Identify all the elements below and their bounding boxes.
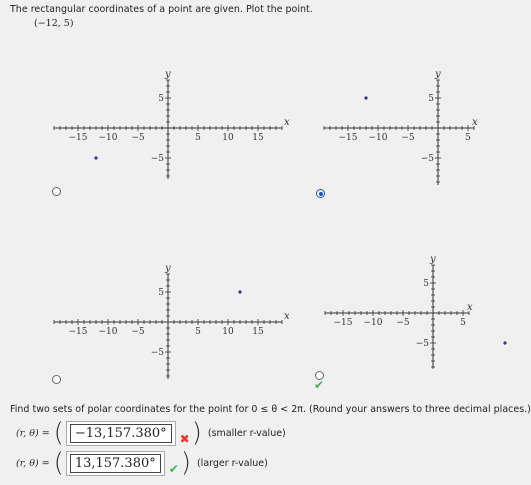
answer-row-larger <box>16 450 268 476</box>
x-tick-label: 5 <box>465 133 471 143</box>
y-axis-label: y <box>435 69 441 80</box>
x-tick-label: −5 <box>401 133 415 143</box>
x-axis-label: x <box>284 117 290 128</box>
r-theta-label: (r, θ) = <box>16 427 50 439</box>
radio-option-3[interactable] <box>52 375 61 384</box>
x-tick-label: −5 <box>131 327 145 337</box>
x-axis-label: x <box>467 302 473 313</box>
given-point: (−12, 5) <box>34 18 74 29</box>
x-tick-label: −10 <box>363 318 383 328</box>
answer-row-smaller <box>16 420 286 446</box>
plotted-point <box>364 96 367 99</box>
radio-option-2[interactable] <box>316 189 325 198</box>
x-tick-label: −15 <box>338 133 358 143</box>
open-paren: ( <box>53 448 64 478</box>
plot-option-4 <box>325 225 474 370</box>
plot-option-2 <box>325 38 478 188</box>
y-tick-label: 5 <box>428 94 434 104</box>
incorrect-x-icon: ✖ <box>179 432 190 446</box>
x-tick-label: −15 <box>68 327 88 337</box>
x-tick-label: 5 <box>460 318 466 328</box>
plotted-point <box>503 341 506 344</box>
close-paren: ) <box>191 418 202 448</box>
plot-option-1 <box>55 38 300 183</box>
y-tick-label: −5 <box>150 154 164 164</box>
answer-input-larger[interactable]: 13,157.380° <box>66 451 165 476</box>
plotted-point <box>94 156 97 159</box>
y-tick-label: 5 <box>158 288 164 298</box>
y-axis-label: y <box>165 263 171 274</box>
x-tick-label: 15 <box>252 327 264 337</box>
radio-option-1[interactable] <box>52 187 61 196</box>
larger-r-note: (larger r-value) <box>196 457 268 469</box>
x-tick-label: 15 <box>252 133 264 143</box>
y-tick-label: −5 <box>150 348 164 358</box>
x-tick-label: −10 <box>98 327 118 337</box>
x-tick-label: −10 <box>368 133 388 143</box>
y-axis-label: y <box>165 69 171 80</box>
y-tick-label: −5 <box>415 339 429 349</box>
x-tick-label: −15 <box>333 318 353 328</box>
plot-option-3 <box>55 230 300 380</box>
x-tick-label: −15 <box>68 133 88 143</box>
x-tick-label: 5 <box>195 327 201 337</box>
x-tick-label: 10 <box>222 133 234 143</box>
x-axis-label: x <box>472 117 478 128</box>
x-tick-label: −10 <box>98 133 118 143</box>
x-tick-label: −5 <box>396 318 410 328</box>
y-axis-label: y <box>430 254 436 265</box>
x-tick-label: 5 <box>195 133 201 143</box>
correct-check-icon: ✔ <box>314 378 325 392</box>
y-tick-label: 5 <box>423 279 429 289</box>
plotted-point <box>238 290 241 293</box>
x-axis-label: x <box>284 311 290 322</box>
x-tick-label: 10 <box>222 327 234 337</box>
question-text: The rectangular coordinates of a point are given. Plot the point. <box>10 4 313 15</box>
part2-prompt: Find two sets of polar coordinates for the point for 0 ≤ θ < 2π. (Round your answers to three decimal places.) <box>10 404 531 415</box>
y-tick-label: 5 <box>158 94 164 104</box>
smaller-r-note: (smaller r-value) <box>207 427 286 439</box>
close-paren: ) <box>180 448 191 478</box>
answer-input-smaller[interactable]: −13,157.380° <box>66 421 176 446</box>
correct-check-icon: ✔ <box>168 462 179 476</box>
open-paren: ( <box>53 418 64 448</box>
x-tick-label: −5 <box>131 133 145 143</box>
y-tick-label: −5 <box>420 154 434 164</box>
r-theta-label: (r, θ) = <box>16 457 50 469</box>
